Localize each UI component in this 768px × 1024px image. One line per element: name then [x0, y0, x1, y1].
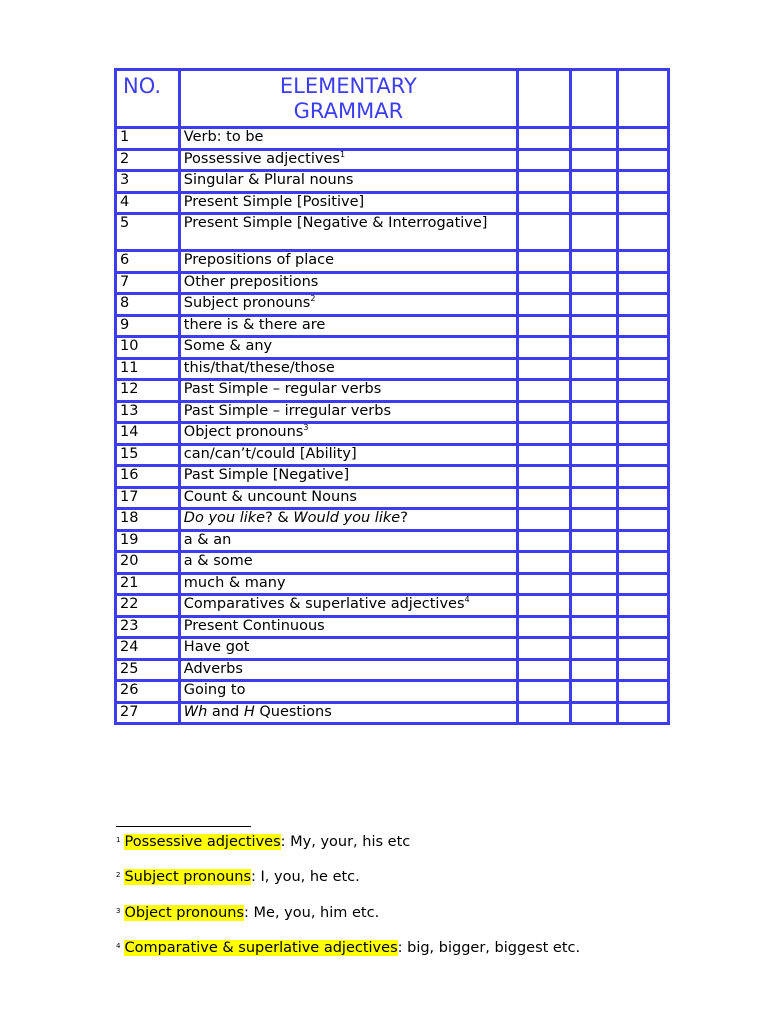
row-number: 16 [116, 466, 180, 488]
blank-cell-2 [571, 358, 618, 380]
blank-cell-3 [617, 294, 668, 316]
blank-cell-1 [517, 192, 570, 214]
row-number: 12 [116, 380, 180, 402]
row-number: 17 [116, 487, 180, 509]
row-topic [179, 659, 517, 681]
row-topic [179, 337, 517, 359]
row-topic [179, 251, 517, 273]
blank-cell-2 [571, 272, 618, 294]
row-number: 25 [116, 659, 180, 681]
footnote-term: Comparative & superlative adjectives [124, 940, 398, 956]
row-number: 22 [116, 595, 180, 617]
table-row [116, 128, 669, 150]
row-topic [179, 466, 517, 488]
blank-cell-1 [517, 509, 570, 531]
blank-cell-2 [571, 487, 618, 509]
table-row [116, 192, 669, 214]
blank-cell-2 [571, 214, 618, 251]
table-row [116, 401, 669, 423]
blank-cell-2 [571, 616, 618, 638]
row-number: 2 [116, 149, 180, 171]
topic-text: Prepositions of place [183, 252, 335, 268]
topic-text: Adverbs [183, 660, 243, 677]
blank-cell-2 [571, 638, 618, 660]
footnote-reference: 4 [464, 595, 470, 604]
table-row [116, 638, 669, 660]
topic-text: Present Continuous [183, 617, 325, 634]
row-number: 4 [116, 192, 180, 214]
row-number: 11 [116, 358, 180, 380]
row-topic [179, 315, 517, 337]
blank-cell-3 [617, 251, 668, 273]
blank-cell-3 [617, 401, 668, 423]
table-row [116, 530, 669, 552]
row-number: 3 [116, 171, 180, 193]
header-blank-col-3 [617, 70, 668, 128]
row-number: 13 [116, 401, 180, 423]
topic-text: Questions [254, 703, 332, 720]
table-row [116, 681, 669, 703]
blank-cell-1 [517, 423, 570, 445]
topic-text: and [207, 703, 244, 720]
blank-cell-1 [517, 573, 570, 595]
row-topic [179, 171, 517, 193]
table-row [116, 509, 669, 531]
row-topic [179, 423, 517, 445]
topic-text: Present Simple [Positive] [183, 193, 365, 210]
footnote-text: : My, your, his etc [280, 834, 411, 850]
table-row [116, 294, 669, 316]
blank-cell-3 [617, 423, 668, 445]
topic-text: Comparatives & superlative adjectives [183, 596, 465, 612]
table-row [116, 251, 669, 273]
topic-text: Past Simple [Negative] [183, 467, 350, 483]
blank-cell-1 [517, 444, 570, 466]
blank-cell-1 [517, 530, 570, 552]
blank-cell-1 [517, 294, 570, 316]
row-number: 18 [116, 509, 180, 531]
blank-cell-3 [617, 509, 668, 531]
table-row [116, 466, 669, 488]
footnote-term: Subject pronouns [124, 869, 251, 885]
blank-cell-2 [571, 444, 618, 466]
table-header-row [116, 70, 669, 128]
blank-cell-1 [517, 702, 570, 724]
footnote-term: Possessive adjectives [124, 834, 281, 850]
topic-text: H [243, 703, 255, 720]
blank-cell-1 [517, 380, 570, 402]
blank-cell-3 [617, 171, 668, 193]
blank-cell-3 [617, 681, 668, 703]
blank-cell-3 [617, 128, 668, 150]
row-number: 7 [116, 272, 180, 294]
row-number: 14 [116, 423, 180, 445]
row-number: 27 [116, 702, 180, 724]
footnote-reference: 1 [339, 149, 346, 159]
row-number: 26 [116, 681, 180, 703]
footnote-mark: 4 [116, 942, 121, 950]
blank-cell-3 [617, 272, 668, 294]
table-row [116, 149, 669, 171]
blank-cell-1 [517, 595, 570, 617]
blank-cell-3 [617, 552, 668, 574]
row-topic [179, 573, 517, 595]
header-title-line2: GRAMMAR [293, 99, 404, 123]
blank-cell-1 [517, 358, 570, 380]
topic-text: Would you like [293, 510, 401, 526]
row-number: 20 [116, 552, 180, 574]
row-topic [179, 128, 517, 150]
blank-cell-1 [517, 638, 570, 660]
blank-cell-2 [571, 530, 618, 552]
footnote-mark: 2 [116, 871, 121, 879]
blank-cell-3 [617, 487, 668, 509]
blank-cell-1 [517, 337, 570, 359]
row-number: 15 [116, 444, 180, 466]
table-row [116, 659, 669, 681]
header-blank-col-1 [517, 70, 570, 128]
topic-text: Past Simple – irregular verbs [183, 402, 392, 419]
blank-cell-1 [517, 552, 570, 574]
row-topic [179, 530, 517, 552]
blank-cell-2 [571, 466, 618, 488]
blank-cell-1 [517, 401, 570, 423]
row-topic [179, 681, 517, 703]
topic-text: can/can’t/could [Ability] [183, 445, 357, 462]
header-blank-col-2 [571, 70, 618, 128]
topic-text: Singular & Plural nouns [183, 172, 354, 188]
topic-text: Past Simple – regular verbs [183, 381, 382, 397]
blank-cell-1 [517, 681, 570, 703]
row-topic [179, 358, 517, 380]
row-topic [179, 272, 517, 294]
row-number: 10 [116, 337, 180, 359]
table-row [116, 702, 669, 724]
footnote-reference: 2 [310, 294, 316, 303]
footnote-text: : Me, you, him etc. [244, 905, 380, 921]
row-number: 6 [116, 251, 180, 273]
topic-text: Object pronouns [183, 424, 304, 440]
row-number: 9 [116, 315, 180, 337]
footnote-2 [116, 866, 360, 886]
blank-cell-3 [617, 595, 668, 617]
row-number: 24 [116, 638, 180, 660]
row-topic [179, 509, 517, 531]
row-topic [179, 552, 517, 574]
blank-cell-3 [617, 530, 668, 552]
footnote-text: : I, you, he etc. [251, 869, 360, 885]
blank-cell-3 [617, 192, 668, 214]
blank-cell-2 [571, 149, 618, 171]
row-number: 23 [116, 616, 180, 638]
table-row [116, 487, 669, 509]
blank-cell-3 [617, 315, 668, 337]
footnote-mark: 1 [116, 836, 121, 844]
blank-cell-3 [617, 149, 668, 171]
row-topic [179, 294, 517, 316]
blank-cell-2 [571, 552, 618, 574]
topic-text: Subject pronouns [183, 295, 311, 311]
blank-cell-1 [517, 149, 570, 171]
row-topic [179, 380, 517, 402]
footnote-mark: 3 [116, 907, 121, 915]
blank-cell-3 [617, 337, 668, 359]
blank-cell-3 [617, 380, 668, 402]
footnote-4 [116, 937, 580, 957]
row-topic [179, 702, 517, 724]
table-row [116, 337, 669, 359]
blank-cell-3 [617, 702, 668, 724]
table-row [116, 444, 669, 466]
blank-cell-3 [617, 466, 668, 488]
blank-cell-1 [517, 466, 570, 488]
blank-cell-1 [517, 251, 570, 273]
blank-cell-2 [571, 337, 618, 359]
footnote-term: Object pronouns [124, 905, 245, 921]
blank-cell-3 [617, 616, 668, 638]
blank-cell-2 [571, 509, 618, 531]
footnote-text: : big, bigger, biggest etc. [397, 940, 581, 956]
footnote-separator [116, 826, 251, 827]
blank-cell-3 [617, 358, 668, 380]
table-row [116, 552, 669, 574]
blank-cell-3 [617, 214, 668, 251]
blank-cell-3 [617, 444, 668, 466]
topic-text: there is & there are [183, 316, 326, 333]
blank-cell-2 [571, 573, 618, 595]
blank-cell-2 [571, 192, 618, 214]
topic-text: a & an [183, 531, 232, 548]
grammar-checklist-table [114, 68, 670, 725]
table-row [116, 171, 669, 193]
blank-cell-2 [571, 681, 618, 703]
topic-text: ? & [265, 510, 294, 526]
row-topic [179, 444, 517, 466]
topic-text: Wh [183, 703, 208, 720]
blank-cell-2 [571, 595, 618, 617]
row-topic [179, 616, 517, 638]
blank-cell-3 [617, 573, 668, 595]
blank-cell-1 [517, 171, 570, 193]
footnote-reference: 3 [303, 423, 309, 432]
footnote-1 [116, 831, 410, 851]
topic-text: Count & uncount Nouns [183, 488, 357, 505]
row-number: 19 [116, 530, 180, 552]
blank-cell-2 [571, 315, 618, 337]
blank-cell-2 [571, 380, 618, 402]
topic-text: Present Simple [Negative & Interrogative] [183, 215, 488, 231]
table-row [116, 616, 669, 638]
table-row [116, 272, 669, 294]
topic-text: Verb: to be [183, 129, 264, 145]
footnote-3 [116, 902, 379, 922]
row-number: 21 [116, 573, 180, 595]
row-topic [179, 214, 517, 251]
blank-cell-1 [517, 616, 570, 638]
blank-cell-1 [517, 315, 570, 337]
blank-cell-1 [517, 659, 570, 681]
blank-cell-1 [517, 272, 570, 294]
row-topic [179, 487, 517, 509]
table-row [116, 214, 669, 251]
table-body [116, 128, 669, 724]
row-number: 1 [116, 128, 180, 150]
table-row [116, 315, 669, 337]
row-number: 5 [116, 214, 180, 251]
topic-text: Possessive adjectives [183, 150, 340, 167]
row-topic [179, 638, 517, 660]
row-topic [179, 149, 517, 171]
blank-cell-3 [617, 659, 668, 681]
topic-text: Have got [183, 639, 250, 655]
header-no: NO. [116, 70, 180, 128]
topic-text: Other prepositions [183, 273, 319, 290]
row-number: 8 [116, 294, 180, 316]
table-row [116, 595, 669, 617]
table-row [116, 423, 669, 445]
row-topic [179, 192, 517, 214]
blank-cell-3 [617, 638, 668, 660]
blank-cell-2 [571, 423, 618, 445]
topic-text: a & some [183, 553, 253, 569]
topic-text: Going to [183, 682, 246, 698]
header-title-line1: ELEMENTARY [279, 74, 417, 98]
blank-cell-2 [571, 401, 618, 423]
table-row [116, 573, 669, 595]
blank-cell-1 [517, 487, 570, 509]
header-title [179, 70, 517, 128]
topic-text: Some & any [183, 338, 273, 354]
blank-cell-2 [571, 702, 618, 724]
row-topic [179, 401, 517, 423]
table-row [116, 380, 669, 402]
topic-text: this/that/these/those [183, 359, 335, 376]
table-row [116, 358, 669, 380]
topic-text: ? [400, 510, 408, 526]
topic-text: Do you like [183, 510, 266, 526]
blank-cell-2 [571, 128, 618, 150]
blank-cell-2 [571, 294, 618, 316]
row-topic [179, 595, 517, 617]
blank-cell-2 [571, 659, 618, 681]
blank-cell-2 [571, 171, 618, 193]
blank-cell-1 [517, 214, 570, 251]
blank-cell-1 [517, 128, 570, 150]
blank-cell-2 [571, 251, 618, 273]
topic-text: much & many [183, 574, 286, 591]
